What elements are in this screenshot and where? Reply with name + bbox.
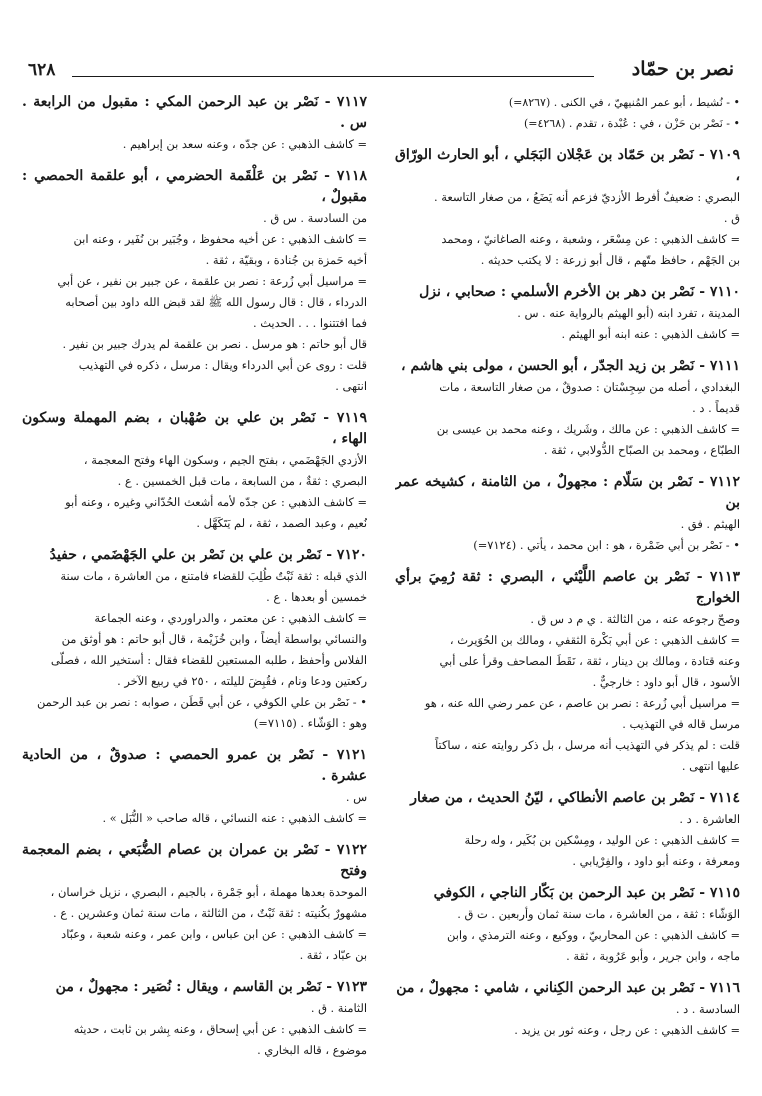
biography-entry: [22, 92, 367, 155]
entry-line: = كاشف الذهبي : عن جدّه لأمه أشعث الحُدّاني وغيره ، وعنه أبو: [65, 495, 367, 509]
entry-heading: ٧١١٨ - نَصْر بن عَلْقَمة الحضرمي ، أبو علقمة الحمصي : مقبولٌ ،: [22, 168, 367, 205]
entry-line: • - نَصْر بن أبي ضَمْرة ، هو : ابن محمد ، يأتي . (٧١٢٤=): [473, 538, 740, 552]
entry-line: = مراسيل أبي زُرعة : نصر بن عاصم ، عن عمر رضي الله عنه ، هو: [424, 696, 740, 710]
entry-heading: ٧١١٠ - نَصْر بن دهر بن الأخرم الأسلمي : صحابي ، نزل: [419, 284, 740, 300]
entry-line: مشهورٌ بكُنيته : ثقة ثَبْتٌ ، من الثالثة ، مات سنة ثمان وعشرين . ع .: [52, 906, 367, 920]
entry-heading: ٧١١٥ - نَصْر بن عبد الرحمن بن بَكّار الناجي ، الكوفي: [433, 885, 740, 901]
biography-entry: [395, 978, 740, 1041]
entry-line: نُعيم ، وعبد الصمد ، ثقة ، لم يَتَكَهَّل .: [196, 516, 367, 530]
entry-line: = كاشف الذهبي : عن معتمر ، والدراوردي ، وعنه الجماعة: [94, 611, 367, 625]
entry-line: ماجه ، وابن جرير ، وأبو عَرُوبة ، ثقة .: [566, 949, 740, 963]
biography-entry: [395, 883, 740, 967]
entry-line: العاشرة . د .: [679, 812, 740, 826]
entry-line: = كاشف الذهبي : عن أبي بَكْرة الثقفي ، ومالك بن الحُوَيرث ،: [449, 633, 740, 647]
biography-entry: [22, 977, 367, 1061]
cross-reference-note: • - نَصْر بن حَزْن ، في : عُبْدة ، تقدم . (٤٢٦٨=): [523, 117, 740, 130]
entry-line: = كاشف الذهبي : عن المحاربيّ ، ووكيع ، وعنه الترمذي ، وابن: [447, 928, 740, 942]
entry-line: = كاشف الذهبي : عنه النسائي ، قاله صاحب « النُّبَل » .: [102, 811, 367, 825]
entry-heading: ٧١٢٠ - نَصْر بن علي بن نَصْر بن علي الجَهْضَمي ، حفيدُ: [49, 547, 367, 563]
entry-line: قلت : روى عن أبي الدرداء ويقال : مرسل ، ذكره في التهذيب: [78, 358, 367, 372]
entry-heading: ٧١٢٣ - نَصْر بن القاسم ، ويقال : نُصَير : مجهولٌ ، من: [55, 979, 367, 995]
entry-line: قديماً . د .: [692, 401, 740, 415]
biography-entry: [22, 745, 367, 829]
entry-line: البغدادي ، أصله من سِجِسْتان : صدوقٌ ، من صغار التاسعة ، مات: [439, 380, 740, 394]
entry-heading: ٧١١٩ - نَصْر بن علي بن صُهْبان ، بضم المهملة وسكون الهاء ،: [22, 410, 367, 447]
entry-line: انتهى .: [335, 379, 367, 393]
cross-reference-note: • - نُشيط ، أبو عمر المُنيهيّ ، في الكنى . (٨٢٦٧=): [508, 96, 740, 109]
right-column: [395, 92, 740, 1072]
entry-line: الفلاس وأحفظ ، طلبه المستعين للقضاء فقال : أستخير الله ، فصلّى: [50, 653, 367, 667]
entry-line: فما افتتنوا . . . الحديث .: [252, 316, 367, 330]
entry-line: عليها انتهى .: [681, 759, 740, 773]
entry-line: البصري : ضعيفٌ أفرط الأزديّ فزعم أنه يَضَعُ ، من صغار التاسعة .: [434, 190, 740, 204]
entry-line: الأزدي الجَهْضَمي ، بفتح الجيم ، وسكون الهاء وفتح المعجمة ،: [83, 453, 367, 467]
entry-heading: ٧١١٣ - نَصْر بن عاصم اللَّيْثي ، البصري : ثقة رُمِيَ برأي الخوارج: [395, 569, 740, 606]
entry-line: أخيه حَمزة بن جُنادة ، وبقيّة ، ثقة .: [205, 253, 367, 267]
running-title: نصر بن حمّاد: [631, 58, 734, 80]
page-number: ٦٢٨: [28, 60, 56, 80]
entry-line: ومعرفة ، وعنه أبو داود ، والفِرْيابي .: [572, 854, 740, 868]
entry-line: = كاشف الذهبي : عن ابن عباس ، وابن عمر ، وعنه شعبة ، وعبّاد: [61, 927, 367, 941]
entry-heading: ٧١١٢ - نَصْر بن سَلّام : مجهولٌ ، من الثامنة ، كشيخه عمر بن: [395, 474, 740, 511]
entry-line: السادسة . د .: [675, 1002, 740, 1016]
entry-line: ركعتين ودعا ونام ، فقُبِضَ لليلته ، ٢٥٠ في ربيع الآخر .: [117, 674, 367, 688]
biography-entry: [22, 840, 367, 966]
entry-line: • - نَصْر بن علي الكوفي ، عن أبي قَطَن ، صوابه : نصر بن عبد الرحمن: [36, 695, 367, 709]
cross-reference-notes: [395, 92, 740, 134]
biography-entry: [395, 145, 740, 271]
entry-line: البصري : ثقةٌ ، من السابعة ، مات قبل الخمسين . ع .: [117, 474, 367, 488]
entry-line: ق .: [723, 211, 740, 225]
entry-line: مرسل قاله في التهذيب .: [622, 717, 740, 731]
entry-heading: ٧١١٧ - نَصْر بن عبد الرحمن المكي : مقبول من الرابعة . س .: [22, 94, 367, 131]
biography-entry: [395, 356, 740, 461]
entry-line: وهو : الوَشّاء . (٧١١٥=): [253, 716, 367, 730]
entry-line: الهيثم . فق .: [680, 517, 740, 531]
entry-line: من السادسة . س ق .: [263, 211, 367, 225]
entry-line: قلت : لم يذكر في التهذيب أنه مرسل ، بل ذكر روايته عنه ، ساكتاً: [435, 738, 740, 752]
biography-entry: [395, 282, 740, 345]
entry-heading: ٧١١١ - نَصْر بن زيد الجدّر ، أبو الحسن ، مولى بني هاشم ،: [401, 358, 740, 374]
biography-entry: [22, 166, 367, 397]
entry-heading: ٧١٢٢ - نَصْر بن عمران بن عصام الضُّبَعي ، بضم المعجمة وفتح: [22, 842, 367, 879]
entry-line: = كاشف الذهبي : عن الوليد ، ومِسْكين بن بُكَير ، وله رحلة: [464, 833, 740, 847]
entry-line: = كاشف الذهبي : عنه ابنه أبو الهيثم .: [561, 327, 740, 341]
entry-line: وصحّ رجوعه عنه ، من الثالثة . ي م د س ق .: [530, 612, 740, 626]
entry-line: قال أبو حاتم : هو مرسل . نصر بن علقمة لم يدرك جبير بن نفير .: [62, 337, 367, 351]
entry-line: = مراسيل أبي زُرعة : نصر بن علقمة ، عن جبير بن نفير ، عن أبي: [57, 274, 367, 288]
left-column: [22, 92, 367, 1088]
entry-line: الطبّاع ، ومحمد بن الصبّاح الدُّولابي ، ثقة .: [543, 443, 740, 457]
entry-line: = كاشف الذهبي : عن مالك ، وشَريك ، وعنه محمد بن عيسى بن: [436, 422, 740, 436]
entry-line: الدرداء ، قال : قال رسول الله ﷺ لقد قبض الله داود بين أصحابه: [65, 295, 367, 309]
entry-heading: ٧١٢١ - نَصْر بن عمرو الحمصي : صدوقٌ ، من الحادية عشرة .: [22, 747, 367, 784]
entry-line: خمسين أو بعدها . ع .: [266, 590, 367, 604]
entry-line: بن عبّاد ، ثقة .: [299, 948, 367, 962]
entry-line: س .: [345, 790, 367, 804]
biography-entry: [395, 788, 740, 872]
entry-line: موضوع ، قاله البخاري .: [257, 1043, 367, 1057]
entry-line: = كاشف الذهبي : عن مِسْعَر ، وشعبة ، وعنه الصاغانيّ ، ومحمد: [441, 232, 740, 246]
entry-line: = كاشف الذهبي : عن رجل ، وعنه ثور بن يزيد .: [514, 1023, 740, 1037]
entry-line: = كاشف الذهبي : عن أخيه محفوظ ، وجُبَير بن نُفَير ، وعنه ابن: [73, 232, 367, 246]
entry-heading: ٧١٠٩ - نَصْر بن حَمّاد بن عَجْلان البَجَلي ، أبو الحارث الورّاق ،: [395, 147, 740, 184]
biography-entry: [395, 472, 740, 556]
biography-entry: [22, 408, 367, 534]
entry-line: الذي قبله : ثقة ثَبْتٌ طُلِبَ للقضاء فامتنع ، من العاشرة ، مات سنة: [60, 569, 367, 583]
entry-line: = كاشف الذهبي : عن جدّه ، وعنه سعد بن إبراهيم .: [122, 137, 367, 151]
entry-line: الأسود ، قال أبو داود : خارجيٌّ .: [592, 675, 740, 689]
entry-heading: ٧١١٤ - نَصْر بن عاصم الأنطاكي ، ليّنُ الحديث ، من صغار: [410, 790, 740, 806]
entry-line: = كاشف الذهبي : عن أبي إسحاق ، وعنه بِشر بن ثابت ، حديثه: [73, 1022, 367, 1036]
entry-line: الوَشّاء : ثقة ، من العاشرة ، مات سنة ثمان وأربعين . ت ق .: [457, 907, 740, 921]
entry-line: وعنه قتادة ، ومالك بن دينار ، ثقة ، نَقَطَ المصاحف وقرأ على أبي: [439, 654, 740, 668]
biography-entry: [22, 545, 367, 734]
entry-line: المدينة ، تفرد ابنه (أبو الهيثم بالرواية عنه . س .: [517, 306, 740, 320]
entry-heading: ٧١١٦ - نَصْر بن عبد الرحمن الكِناني ، شامي : مجهولٌ ، من: [396, 980, 740, 996]
biography-entry: [395, 567, 740, 777]
entry-line: الثامنة . ق .: [310, 1001, 367, 1015]
entry-line: والنسائي بواسطة أيضاً ، وابن خُزَيْمة ، قال أبو حاتم : هو أوثق من: [61, 632, 367, 646]
header-rule: [72, 76, 594, 77]
page-header: [28, 58, 734, 84]
entry-line: الموحدة بعدها مهملة ، أبو جَمْرة ، بالجيم ، البصري ، نزيل خراسان ،: [50, 885, 367, 899]
entry-line: بن الجَهْم ، حافظ متّهم ، قال أبو زرعة : لا يكتب حديثه .: [480, 253, 740, 267]
